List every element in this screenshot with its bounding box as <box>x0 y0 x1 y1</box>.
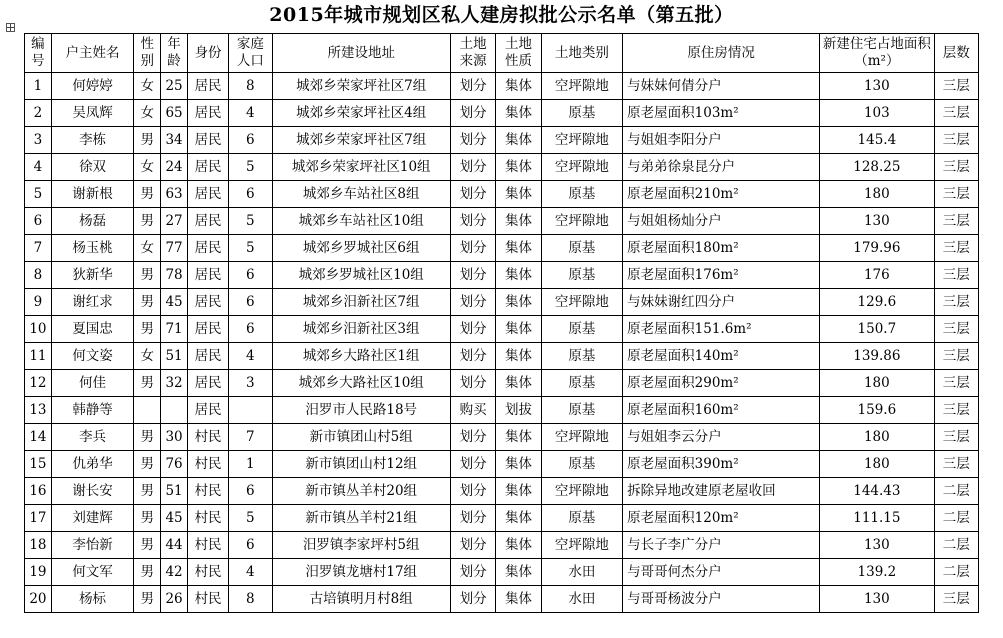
cell-floors: 三层 <box>934 73 978 100</box>
cell-family: 6 <box>229 316 272 343</box>
cell-land-nature: 集体 <box>496 478 541 505</box>
cell-no: 10 <box>25 316 52 343</box>
cell-area: 145.4 <box>820 127 934 154</box>
cell-land-nature: 集体 <box>496 370 541 397</box>
cell-name: 狄新华 <box>51 262 134 289</box>
table-row <box>25 505 979 532</box>
cell-land-type: 原基 <box>541 451 622 478</box>
cell-no: 20 <box>25 586 52 613</box>
cell-name: 谢新根 <box>51 181 134 208</box>
cell-no: 19 <box>25 559 52 586</box>
cell-land-source: 划分 <box>450 154 495 181</box>
cell-family: 4 <box>229 100 272 127</box>
cell-land-type: 空坪隙地 <box>541 478 622 505</box>
cell-land-source: 划分 <box>450 235 495 262</box>
cell-name: 杨标 <box>51 586 134 613</box>
cell-original: 原老屋面积180m² <box>623 235 820 262</box>
cell-age: 34 <box>161 127 188 154</box>
cell-land-nature: 集体 <box>496 73 541 100</box>
cell-family: 6 <box>229 262 272 289</box>
cell-floors: 三层 <box>934 127 978 154</box>
cell-family: 5 <box>229 208 272 235</box>
cell-sex: 男 <box>134 586 161 613</box>
cell-original: 与长子李广分户 <box>623 532 820 559</box>
table-row <box>25 559 979 586</box>
cell-identity: 村民 <box>187 478 228 505</box>
cell-name: 徐双 <box>51 154 134 181</box>
cell-land-nature: 集体 <box>496 100 541 127</box>
cell-land-type: 原基 <box>541 343 622 370</box>
cell-address: 汨罗镇龙塘村17组 <box>272 559 450 586</box>
cell-land-source: 划分 <box>450 505 495 532</box>
cell-floors: 三层 <box>934 181 978 208</box>
cell-no: 1 <box>25 73 52 100</box>
cell-name: 杨磊 <box>51 208 134 235</box>
cell-area: 128.25 <box>820 154 934 181</box>
cell-land-nature: 集体 <box>496 586 541 613</box>
cell-identity: 居民 <box>187 343 228 370</box>
cell-age: 63 <box>161 181 188 208</box>
cell-land-type: 空坪隙地 <box>541 127 622 154</box>
cell-sex: 男 <box>134 181 161 208</box>
cell-family: 7 <box>229 424 272 451</box>
cell-identity: 居民 <box>187 100 228 127</box>
cell-age: 30 <box>161 424 188 451</box>
cell-no: 3 <box>25 127 52 154</box>
cell-land-source: 划分 <box>450 208 495 235</box>
cell-land-nature: 集体 <box>496 154 541 181</box>
table-move-handle-icon[interactable] <box>6 23 15 32</box>
cell-land-type: 原基 <box>541 505 622 532</box>
cell-land-nature: 集体 <box>496 451 541 478</box>
cell-floors: 三层 <box>934 100 978 127</box>
cell-name: 何文军 <box>51 559 134 586</box>
cell-floors: 三层 <box>934 586 978 613</box>
cell-name: 何婷婷 <box>51 73 134 100</box>
cell-address: 新市镇团山村5组 <box>272 424 450 451</box>
cell-original: 原老屋面积210m² <box>623 181 820 208</box>
cell-name: 谢红求 <box>51 289 134 316</box>
cell-sex: 男 <box>134 208 161 235</box>
cell-sex: 男 <box>134 370 161 397</box>
cell-land-source: 划分 <box>450 289 495 316</box>
table-row <box>25 397 979 424</box>
cell-original: 原老屋面积160m² <box>623 397 820 424</box>
cell-sex <box>134 397 161 424</box>
cell-address: 汨罗镇李家坪村5组 <box>272 532 450 559</box>
cell-name: 吴凤辉 <box>51 100 134 127</box>
cell-land-source: 划分 <box>450 262 495 289</box>
cell-address: 新市镇丛羊村21组 <box>272 505 450 532</box>
header-land-type: 土地类别 <box>541 34 622 73</box>
cell-family: 4 <box>229 559 272 586</box>
cell-family: 5 <box>229 154 272 181</box>
cell-land-type: 空坪隙地 <box>541 208 622 235</box>
cell-land-source: 划分 <box>450 127 495 154</box>
cell-area: 139.86 <box>820 343 934 370</box>
cell-family: 1 <box>229 451 272 478</box>
cell-floors: 三层 <box>934 343 978 370</box>
cell-floors: 三层 <box>934 208 978 235</box>
cell-age <box>161 397 188 424</box>
cell-age: 26 <box>161 586 188 613</box>
cell-age: 32 <box>161 370 188 397</box>
cell-age: 42 <box>161 559 188 586</box>
cell-original: 原老屋面积390m² <box>623 451 820 478</box>
cell-age: 65 <box>161 100 188 127</box>
cell-area: 176 <box>820 262 934 289</box>
cell-age: 45 <box>161 505 188 532</box>
cell-land-type: 空坪隙地 <box>541 532 622 559</box>
cell-no: 6 <box>25 208 52 235</box>
table-row <box>25 532 979 559</box>
cell-original: 与姐姐李阳分户 <box>623 127 820 154</box>
cell-age: 45 <box>161 289 188 316</box>
cell-floors: 三层 <box>934 424 978 451</box>
cell-family: 8 <box>229 586 272 613</box>
cell-identity: 村民 <box>187 559 228 586</box>
table-row <box>25 100 979 127</box>
cell-land-source: 划分 <box>450 73 495 100</box>
cell-sex: 男 <box>134 424 161 451</box>
cell-sex: 男 <box>134 478 161 505</box>
cell-no: 13 <box>25 397 52 424</box>
header-address: 所建设地址 <box>272 34 450 73</box>
cell-area: 180 <box>820 424 934 451</box>
cell-sex: 男 <box>134 559 161 586</box>
cell-address: 汨罗市人民路18号 <box>272 397 450 424</box>
cell-name: 何佳 <box>51 370 134 397</box>
cell-identity: 居民 <box>187 397 228 424</box>
cell-age: 44 <box>161 532 188 559</box>
cell-sex: 男 <box>134 532 161 559</box>
table-row <box>25 235 979 262</box>
cell-address: 新市镇团山村12组 <box>272 451 450 478</box>
cell-original: 与哥哥何杰分户 <box>623 559 820 586</box>
cell-family: 6 <box>229 532 272 559</box>
cell-sex: 男 <box>134 289 161 316</box>
cell-original: 与姐姐杨灿分户 <box>623 208 820 235</box>
cell-name: 李怡新 <box>51 532 134 559</box>
cell-area: 144.43 <box>820 478 934 505</box>
cell-floors: 二层 <box>934 505 978 532</box>
cell-area: 130 <box>820 532 934 559</box>
cell-age: 71 <box>161 316 188 343</box>
cell-age: 25 <box>161 73 188 100</box>
cell-land-type: 原基 <box>541 262 622 289</box>
cell-land-source: 划分 <box>450 181 495 208</box>
cell-floors: 三层 <box>934 235 978 262</box>
document-title: 2015年城市规划区私人建房拟批公示名单（第五批） <box>269 4 734 26</box>
cell-address: 城郊乡荣家坪社区7组 <box>272 127 450 154</box>
header-floors: 层数 <box>934 34 978 73</box>
cell-identity: 居民 <box>187 73 228 100</box>
cell-floors: 三层 <box>934 289 978 316</box>
cell-address: 城郊乡汨新社区3组 <box>272 316 450 343</box>
cell-land-nature: 集体 <box>496 424 541 451</box>
cell-name: 谢长安 <box>51 478 134 505</box>
cell-name: 李兵 <box>51 424 134 451</box>
cell-no: 2 <box>25 100 52 127</box>
cell-land-source: 划分 <box>450 370 495 397</box>
cell-identity: 居民 <box>187 316 228 343</box>
cell-original: 与哥哥杨波分户 <box>623 586 820 613</box>
cell-no: 14 <box>25 424 52 451</box>
cell-age: 76 <box>161 451 188 478</box>
cell-identity: 居民 <box>187 127 228 154</box>
cell-land-type: 水田 <box>541 559 622 586</box>
cell-land-type: 原基 <box>541 181 622 208</box>
cell-land-type: 原基 <box>541 100 622 127</box>
cell-age: 51 <box>161 478 188 505</box>
header-family: 家庭人口 <box>229 34 272 73</box>
cell-family: 5 <box>229 235 272 262</box>
cell-land-nature: 划拔 <box>496 397 541 424</box>
cell-family: 3 <box>229 370 272 397</box>
cell-identity: 居民 <box>187 262 228 289</box>
cell-age: 27 <box>161 208 188 235</box>
cell-address: 城郊乡荣家坪社区10组 <box>272 154 450 181</box>
cell-identity: 居民 <box>187 181 228 208</box>
cell-area: 180 <box>820 370 934 397</box>
cell-floors: 三层 <box>934 451 978 478</box>
cell-family: 6 <box>229 289 272 316</box>
cell-original: 原老屋面积290m² <box>623 370 820 397</box>
cell-family: 5 <box>229 505 272 532</box>
cell-original: 原老屋面积151.6m² <box>623 316 820 343</box>
cell-address: 古培镇明月村8组 <box>272 586 450 613</box>
cell-land-type: 原基 <box>541 235 622 262</box>
cell-no: 15 <box>25 451 52 478</box>
header-original: 原住房情况 <box>623 34 820 73</box>
cell-land-source: 划分 <box>450 100 495 127</box>
table-row <box>25 154 979 181</box>
cell-name: 何文姿 <box>51 343 134 370</box>
cell-land-nature: 集体 <box>496 343 541 370</box>
header-name: 户主姓名 <box>51 34 134 73</box>
cell-family <box>229 397 272 424</box>
header-land-nature: 土地性质 <box>496 34 541 73</box>
table-row <box>25 451 979 478</box>
cell-no: 11 <box>25 343 52 370</box>
cell-original: 原老屋面积120m² <box>623 505 820 532</box>
cell-land-nature: 集体 <box>496 127 541 154</box>
cell-identity: 村民 <box>187 451 228 478</box>
cell-identity: 居民 <box>187 235 228 262</box>
cell-sex: 女 <box>134 154 161 181</box>
table-row <box>25 478 979 505</box>
cell-address: 城郊乡大路社区10组 <box>272 370 450 397</box>
cell-sex: 男 <box>134 451 161 478</box>
cell-sex: 女 <box>134 100 161 127</box>
cell-original: 拆除异地改建原老屋收回 <box>623 478 820 505</box>
header-land-source: 土地来源 <box>450 34 495 73</box>
cell-area: 111.15 <box>820 505 934 532</box>
cell-name: 夏国忠 <box>51 316 134 343</box>
cell-land-source: 划分 <box>450 424 495 451</box>
cell-sex: 女 <box>134 343 161 370</box>
table-header-row <box>25 34 979 73</box>
cell-land-source: 划分 <box>450 559 495 586</box>
header-area: 新建住宅占地面积（m²） <box>820 34 934 73</box>
cell-identity: 居民 <box>187 289 228 316</box>
header-identity: 身份 <box>187 34 228 73</box>
cell-sex: 女 <box>134 235 161 262</box>
cell-area: 150.7 <box>820 316 934 343</box>
cell-original: 与弟弟徐泉昆分户 <box>623 154 820 181</box>
cell-name: 李栋 <box>51 127 134 154</box>
cell-land-type: 原基 <box>541 397 622 424</box>
header-sex: 性别 <box>134 34 161 73</box>
cell-original: 原老屋面积176m² <box>623 262 820 289</box>
cell-address: 城郊乡罗城社区10组 <box>272 262 450 289</box>
cell-area: 139.2 <box>820 559 934 586</box>
cell-sex: 男 <box>134 316 161 343</box>
cell-family: 6 <box>229 127 272 154</box>
cell-no: 4 <box>25 154 52 181</box>
cell-identity: 村民 <box>187 505 228 532</box>
cell-address: 城郊乡大路社区1组 <box>272 343 450 370</box>
cell-land-source: 划分 <box>450 532 495 559</box>
cell-address: 新市镇丛羊村20组 <box>272 478 450 505</box>
cell-land-type: 空坪隙地 <box>541 289 622 316</box>
cell-floors: 二层 <box>934 478 978 505</box>
cell-area: 103 <box>820 100 934 127</box>
cell-floors: 二层 <box>934 532 978 559</box>
cell-identity: 村民 <box>187 424 228 451</box>
table-row <box>25 127 979 154</box>
cell-land-type: 原基 <box>541 316 622 343</box>
cell-sex: 男 <box>134 505 161 532</box>
cell-no: 8 <box>25 262 52 289</box>
cell-age: 78 <box>161 262 188 289</box>
cell-area: 130 <box>820 586 934 613</box>
cell-name: 仇弟华 <box>51 451 134 478</box>
cell-land-nature: 集体 <box>496 316 541 343</box>
cell-land-source: 划分 <box>450 316 495 343</box>
cell-area: 180 <box>820 451 934 478</box>
cell-address: 城郊乡罗城社区6组 <box>272 235 450 262</box>
cell-floors: 三层 <box>934 397 978 424</box>
cell-land-source: 划分 <box>450 343 495 370</box>
cell-name: 刘建辉 <box>51 505 134 532</box>
cell-age: 24 <box>161 154 188 181</box>
table-row <box>25 424 979 451</box>
cell-family: 4 <box>229 343 272 370</box>
table-row <box>25 343 979 370</box>
cell-identity: 居民 <box>187 370 228 397</box>
cell-address: 城郊乡车站社区10组 <box>272 208 450 235</box>
cell-land-type: 水田 <box>541 586 622 613</box>
cell-land-nature: 集体 <box>496 289 541 316</box>
applicant-table <box>24 33 979 613</box>
cell-original: 与妹妹谢红四分户 <box>623 289 820 316</box>
cell-no: 18 <box>25 532 52 559</box>
cell-name: 杨玉桃 <box>51 235 134 262</box>
cell-land-type: 原基 <box>541 370 622 397</box>
cell-identity: 居民 <box>187 208 228 235</box>
cell-area: 179.96 <box>820 235 934 262</box>
cell-area: 129.6 <box>820 289 934 316</box>
cell-land-type: 空坪隙地 <box>541 73 622 100</box>
table-row <box>25 208 979 235</box>
cell-family: 6 <box>229 478 272 505</box>
cell-age: 51 <box>161 343 188 370</box>
table-row <box>25 316 979 343</box>
header-age: 年龄 <box>161 34 188 73</box>
cell-land-nature: 集体 <box>496 208 541 235</box>
table-row <box>25 73 979 100</box>
cell-no: 7 <box>25 235 52 262</box>
cell-original: 与妹妹何倩分户 <box>623 73 820 100</box>
cell-floors: 三层 <box>934 154 978 181</box>
cell-original: 原老屋面积140m² <box>623 343 820 370</box>
cell-floors: 二层 <box>934 559 978 586</box>
cell-sex: 男 <box>134 262 161 289</box>
cell-land-source: 划分 <box>450 586 495 613</box>
cell-identity: 村民 <box>187 532 228 559</box>
cell-land-nature: 集体 <box>496 235 541 262</box>
cell-identity: 村民 <box>187 586 228 613</box>
cell-name: 韩静等 <box>51 397 134 424</box>
cell-floors: 三层 <box>934 316 978 343</box>
cell-area: 130 <box>820 73 934 100</box>
cell-area: 180 <box>820 181 934 208</box>
table-body <box>25 73 979 613</box>
cell-land-type: 空坪隙地 <box>541 154 622 181</box>
cell-floors: 三层 <box>934 262 978 289</box>
cell-land-nature: 集体 <box>496 532 541 559</box>
cell-area: 159.6 <box>820 397 934 424</box>
cell-land-nature: 集体 <box>496 505 541 532</box>
cell-land-nature: 集体 <box>496 262 541 289</box>
cell-family: 8 <box>229 73 272 100</box>
cell-original: 原老屋面积103m² <box>623 100 820 127</box>
header-no: 编号 <box>25 34 52 73</box>
cell-no: 5 <box>25 181 52 208</box>
cell-no: 16 <box>25 478 52 505</box>
cell-address: 城郊乡荣家坪社区7组 <box>272 73 450 100</box>
cell-identity: 居民 <box>187 154 228 181</box>
cell-no: 17 <box>25 505 52 532</box>
cell-no: 9 <box>25 289 52 316</box>
cell-land-source: 划分 <box>450 478 495 505</box>
cell-land-source: 划分 <box>450 451 495 478</box>
table-row <box>25 586 979 613</box>
cell-land-type: 空坪隙地 <box>541 424 622 451</box>
cell-sex: 女 <box>134 73 161 100</box>
table-row <box>25 262 979 289</box>
table-row <box>25 181 979 208</box>
cell-address: 城郊乡车站社区8组 <box>272 181 450 208</box>
cell-land-source: 购买 <box>450 397 495 424</box>
cell-age: 77 <box>161 235 188 262</box>
cell-land-nature: 集体 <box>496 559 541 586</box>
cell-floors: 三层 <box>934 370 978 397</box>
table-row <box>25 370 979 397</box>
cell-address: 城郊乡荣家坪社区4组 <box>272 100 450 127</box>
cell-family: 6 <box>229 181 272 208</box>
cell-sex: 男 <box>134 127 161 154</box>
cell-no: 12 <box>25 370 52 397</box>
cell-original: 与姐姐李云分户 <box>623 424 820 451</box>
table-row <box>25 289 979 316</box>
cell-area: 130 <box>820 208 934 235</box>
cell-address: 城郊乡汨新社区7组 <box>272 289 450 316</box>
cell-land-nature: 集体 <box>496 181 541 208</box>
